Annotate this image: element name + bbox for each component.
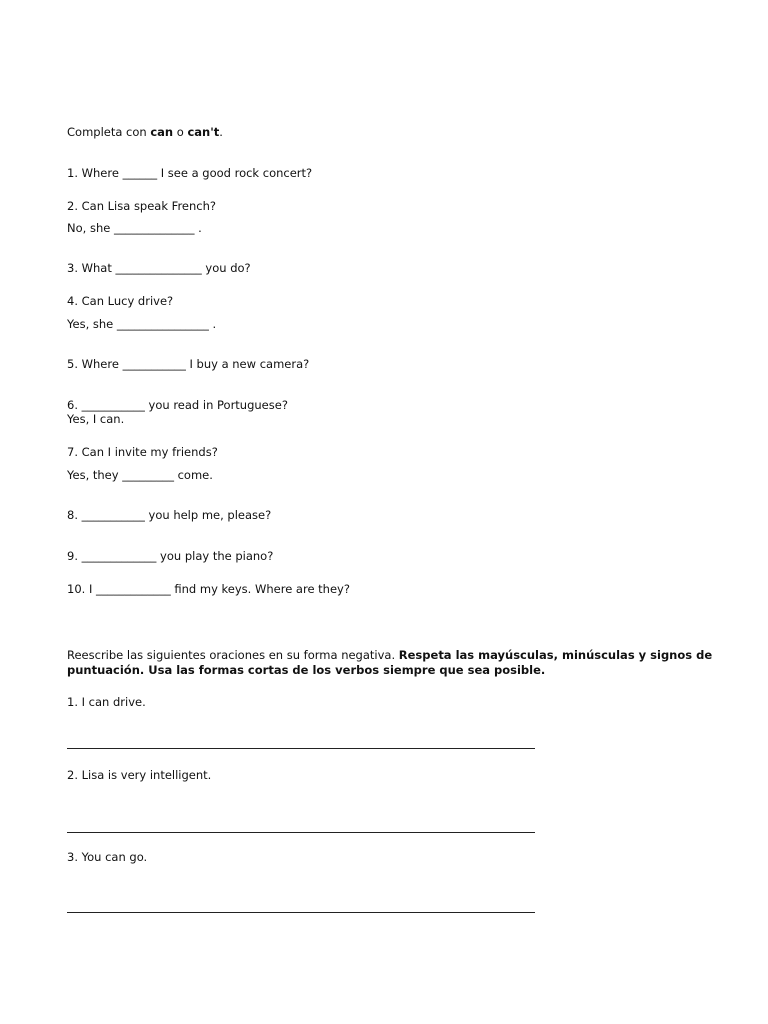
section2-instruction-cont: puntuación. Usa las formas cortas de los verbos siempre que sea posible. [67, 663, 546, 677]
exercise-answer-line: Yes, she ________________ . [67, 317, 217, 331]
exercise-item: 10. I _____________ find my keys. Where are they? [67, 582, 350, 596]
exercise-item: 7. Can I invite my friends? [67, 445, 218, 459]
exercise-item: 6. ___________ you read in Portuguese? [67, 398, 288, 412]
exercise-item: 2. Can Lisa speak French? [67, 199, 217, 213]
exercise-item: 2. Lisa is very intelligent. [67, 768, 212, 782]
exercise-item: 1. I can drive. [67, 695, 146, 709]
section2-instruction: Reescribe las siguientes oraciones en su forma negativa. Respeta las mayúsculas, minúsculas y signos de [67, 648, 713, 662]
exercise-item: 5. Where ___________ I buy a new camera? [67, 357, 310, 371]
exercise-item: 4. Can Lucy drive? [67, 294, 174, 308]
exercise-item: 3. You can go. [67, 850, 148, 864]
exercise-item: 9. _____________ you play the piano? [67, 549, 274, 563]
section1-instruction: Completa con can o can't. [67, 125, 223, 139]
exercise-answer-line: Yes, I can. [67, 412, 125, 426]
exercise-answer-line: Yes, they _________ come. [67, 468, 213, 482]
exercise-item: 8. ___________ you help me, please? [67, 508, 272, 522]
answer-write-line[interactable] [67, 748, 535, 749]
exercise-item: 3. What _______________ you do? [67, 261, 251, 275]
answer-write-line[interactable] [67, 832, 535, 833]
exercise-item: 1. Where ______ I see a good rock concert? [67, 166, 313, 180]
exercise-answer-line: No, she ______________ . [67, 221, 202, 235]
answer-write-line[interactable] [67, 912, 535, 913]
